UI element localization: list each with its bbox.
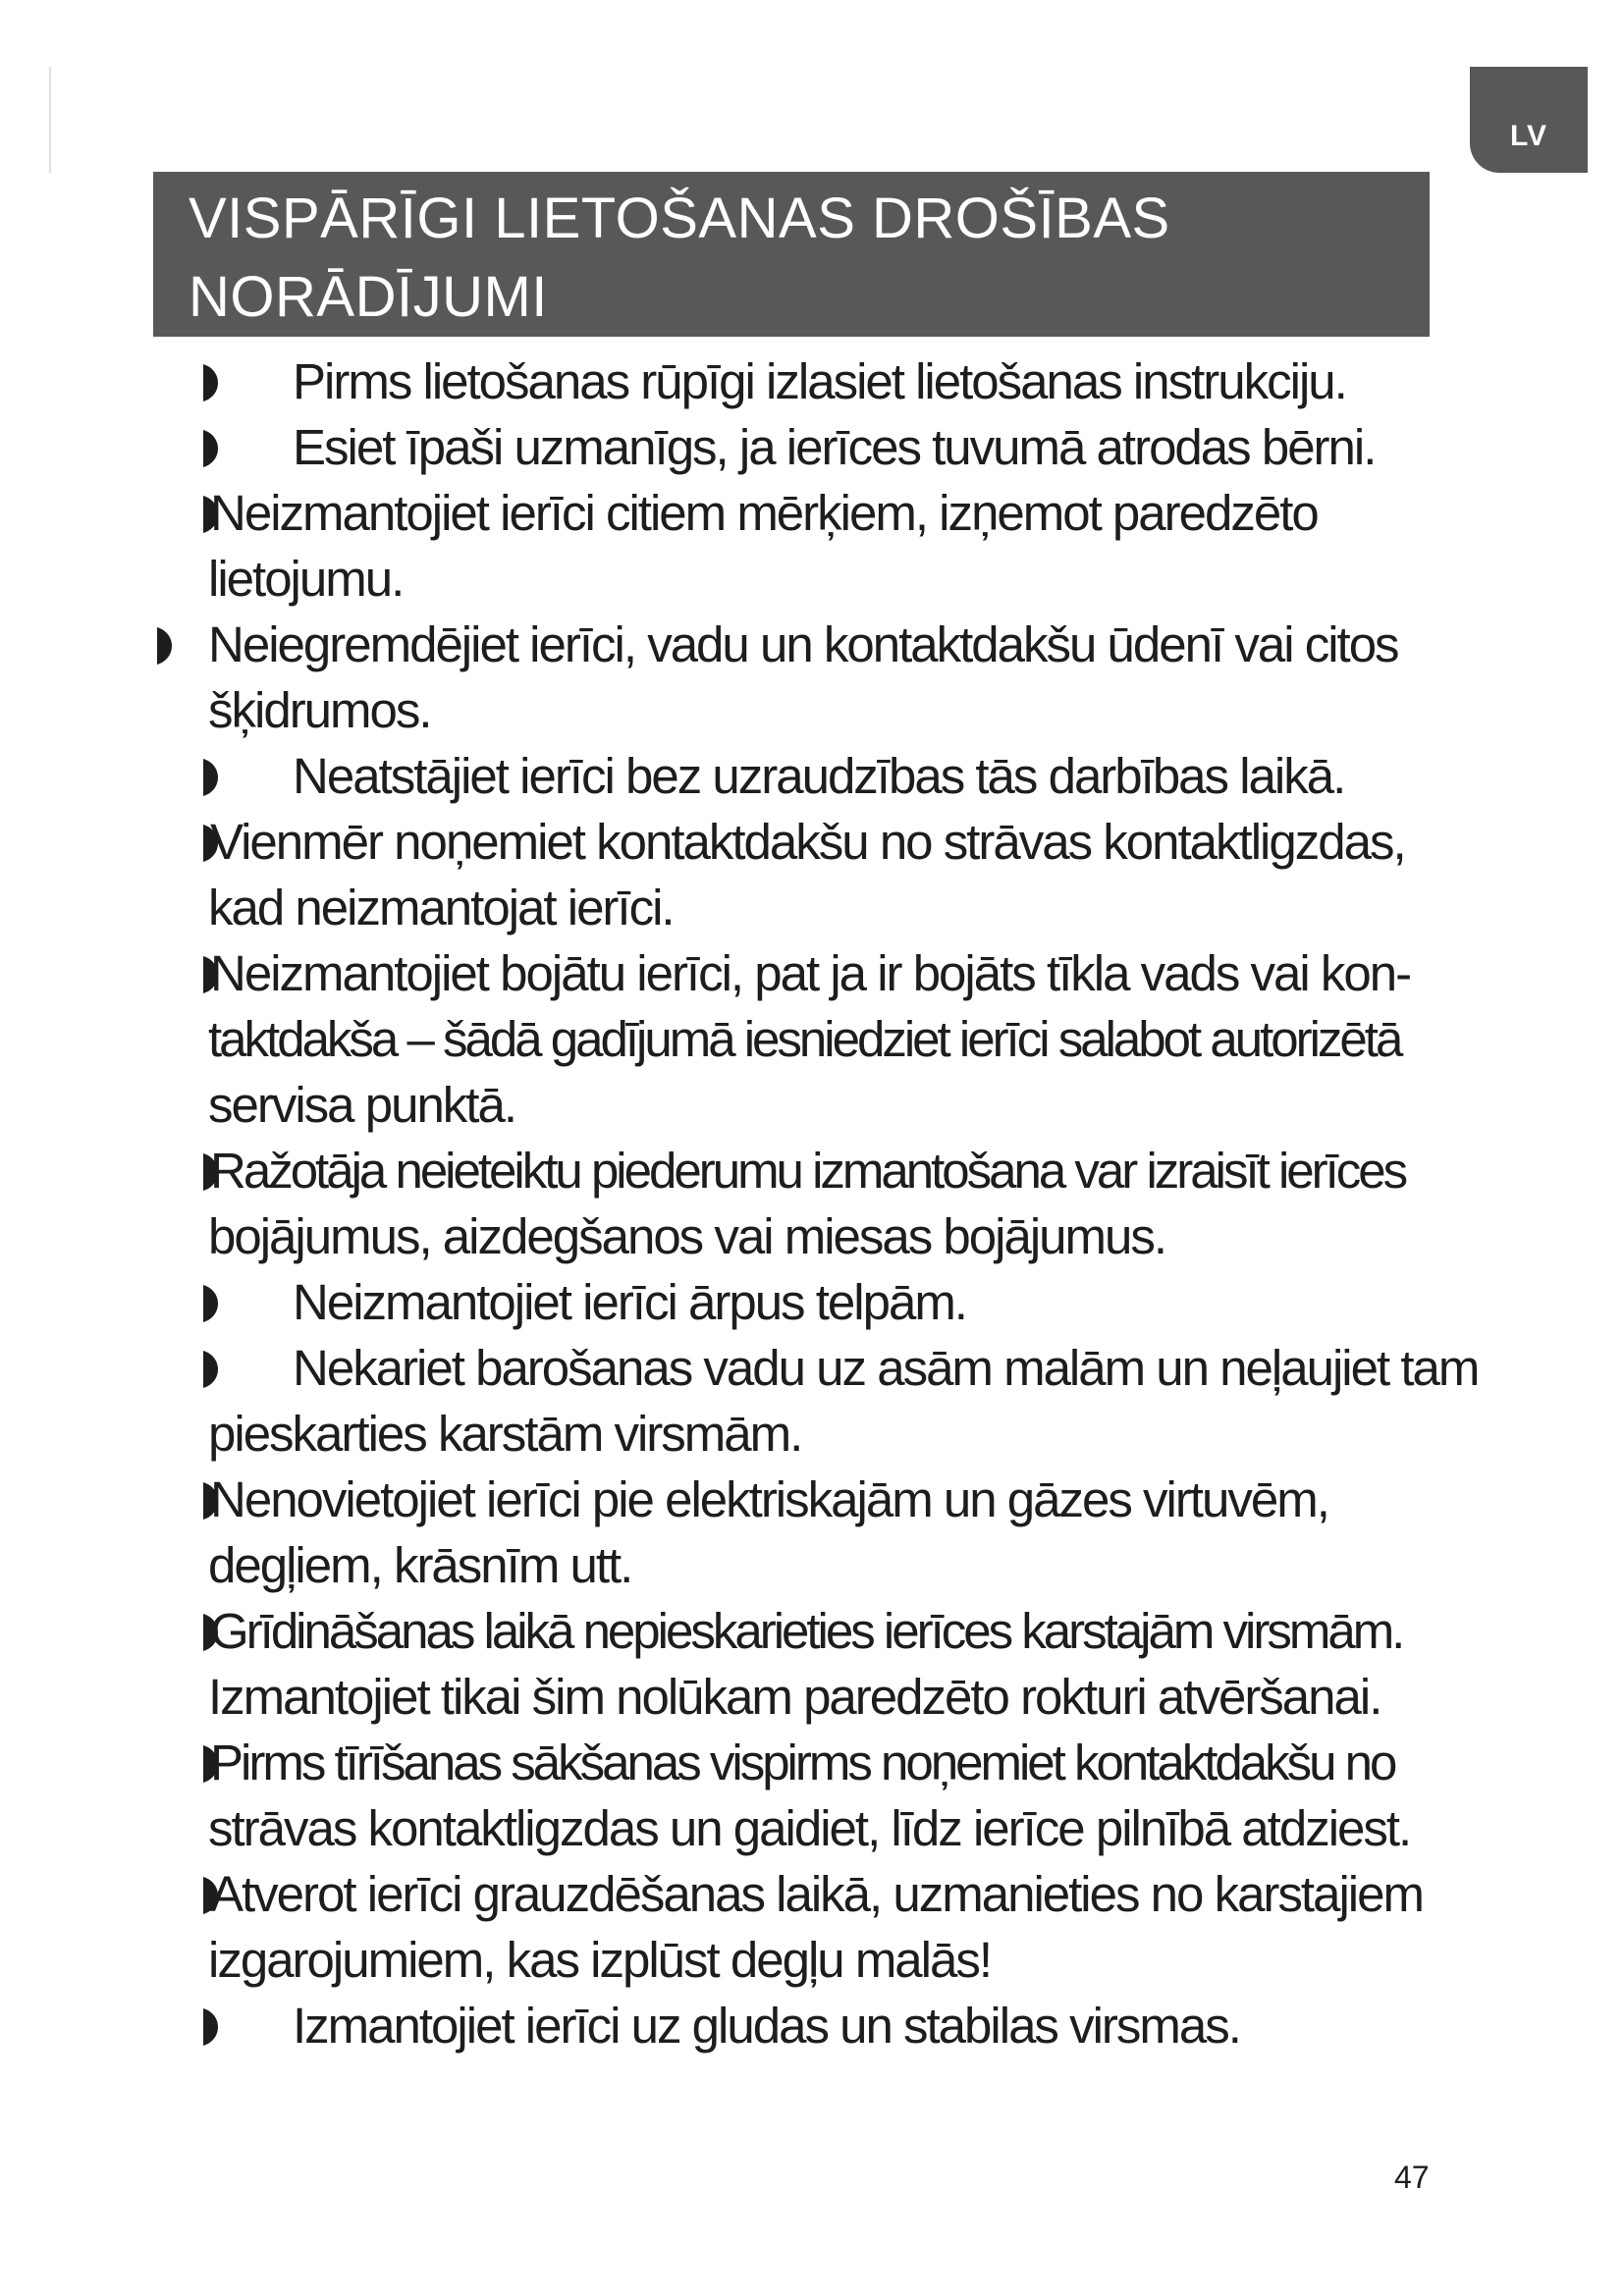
list-item-text: Izmantojiet tikai šim nolūkam paredzēto rokturi atvēršanai.: [208, 1669, 1381, 1725]
list-item-text: Neiegremdējiet ierīci, vadu un kontaktdakšu ūdenī vai citos: [208, 616, 1398, 672]
list-item-text: degļiem, krāsnīm utt.: [208, 1537, 632, 1593]
bullet-icon: [203, 2008, 223, 2046]
bullet-icon: [203, 364, 223, 401]
list-item-text: taktdakša – šādā gadījumā iesniedziet ierīci salabot autorizētā: [208, 1011, 1401, 1067]
list-item-text: Esiet īpaši uzmanīgs, ja ierīces tuvumā atrodas bērni.: [293, 419, 1376, 475]
list-item-text: Neizmantojiet ierīci ārpus telpām.: [293, 1274, 966, 1330]
bullet-icon: [203, 430, 223, 467]
list-item-text: Atverot ierīci grauzdēšanas laikā, uzmanieties no karstajiem: [210, 1866, 1423, 1922]
list-item-text: lietojumu.: [208, 551, 404, 607]
bullet-icon: [203, 759, 223, 796]
list-item-text: strāvas kontaktligzdas un gaidiet, līdz ierīce pilnībā atdziest.: [208, 1800, 1411, 1856]
list-item-text: Vienmēr noņemiet kontaktdakšu no strāvas kontaktligzdas,: [210, 814, 1405, 870]
list-item-text: pieskarties karstām virsmām.: [208, 1406, 802, 1462]
page-number: 47: [1394, 2160, 1430, 2195]
list-item-text: Neizmantojiet bojātu ierīci, pat ja ir bojāts tīkla vads vai kon-: [210, 945, 1411, 1001]
bullet-icon: [203, 1351, 223, 1388]
list-item-text: šķidrumos.: [208, 682, 431, 738]
list-item-text: Izmantojiet ierīci uz gludas un stabilas virsmas.: [293, 1998, 1240, 2054]
list-item-text: izgarojumiem, kas izplūst degļu malās!: [208, 1932, 992, 1988]
list-item-text: Nenovietojiet ierīci pie elektriskajām un gāzes virtuvēm,: [210, 1471, 1328, 1527]
language-tab-label: LV: [1509, 120, 1548, 152]
list-item-text: Pirms tīrīšanas sākšanas vispirms noņemiet kontaktdakšu no: [210, 1735, 1395, 1790]
bullet-icon: [203, 1285, 223, 1322]
list-item-text: kad neizmantojat ierīci.: [208, 880, 674, 935]
bullet-icon: [157, 627, 177, 665]
section-title-line-1: VISPĀRĪGI LIETOŠANAS DROŠĪBAS: [189, 187, 1170, 250]
list-item-text: Ražotāja neieteiktu piederumu izmantošana var izraisīt ierīces: [210, 1143, 1406, 1199]
list-item-text: Grīdināšanas laikā nepieskarieties ierīces karstajām virsmām.: [210, 1603, 1403, 1659]
list-item-text: servisa punktā.: [208, 1077, 516, 1133]
list-item-text: Neizmantojiet ierīci citiem mērķiem, izņemot paredzēto: [210, 485, 1318, 541]
list-item-text: Neatstājiet ierīci bez uzraudzības tās darbības laikā.: [293, 748, 1345, 804]
section-title-line-2: NORĀDĪJUMI: [189, 265, 548, 329]
list-item-text: Pirms lietošanas rūpīgi izlasiet lietošanas instrukciju.: [293, 353, 1346, 409]
list-item-text: bojājumus, aizdegšanos vai miesas bojājumus.: [208, 1208, 1166, 1264]
list-item-text: Nekariet barošanas vadu uz asām malām un neļaujiet tam: [293, 1340, 1479, 1396]
